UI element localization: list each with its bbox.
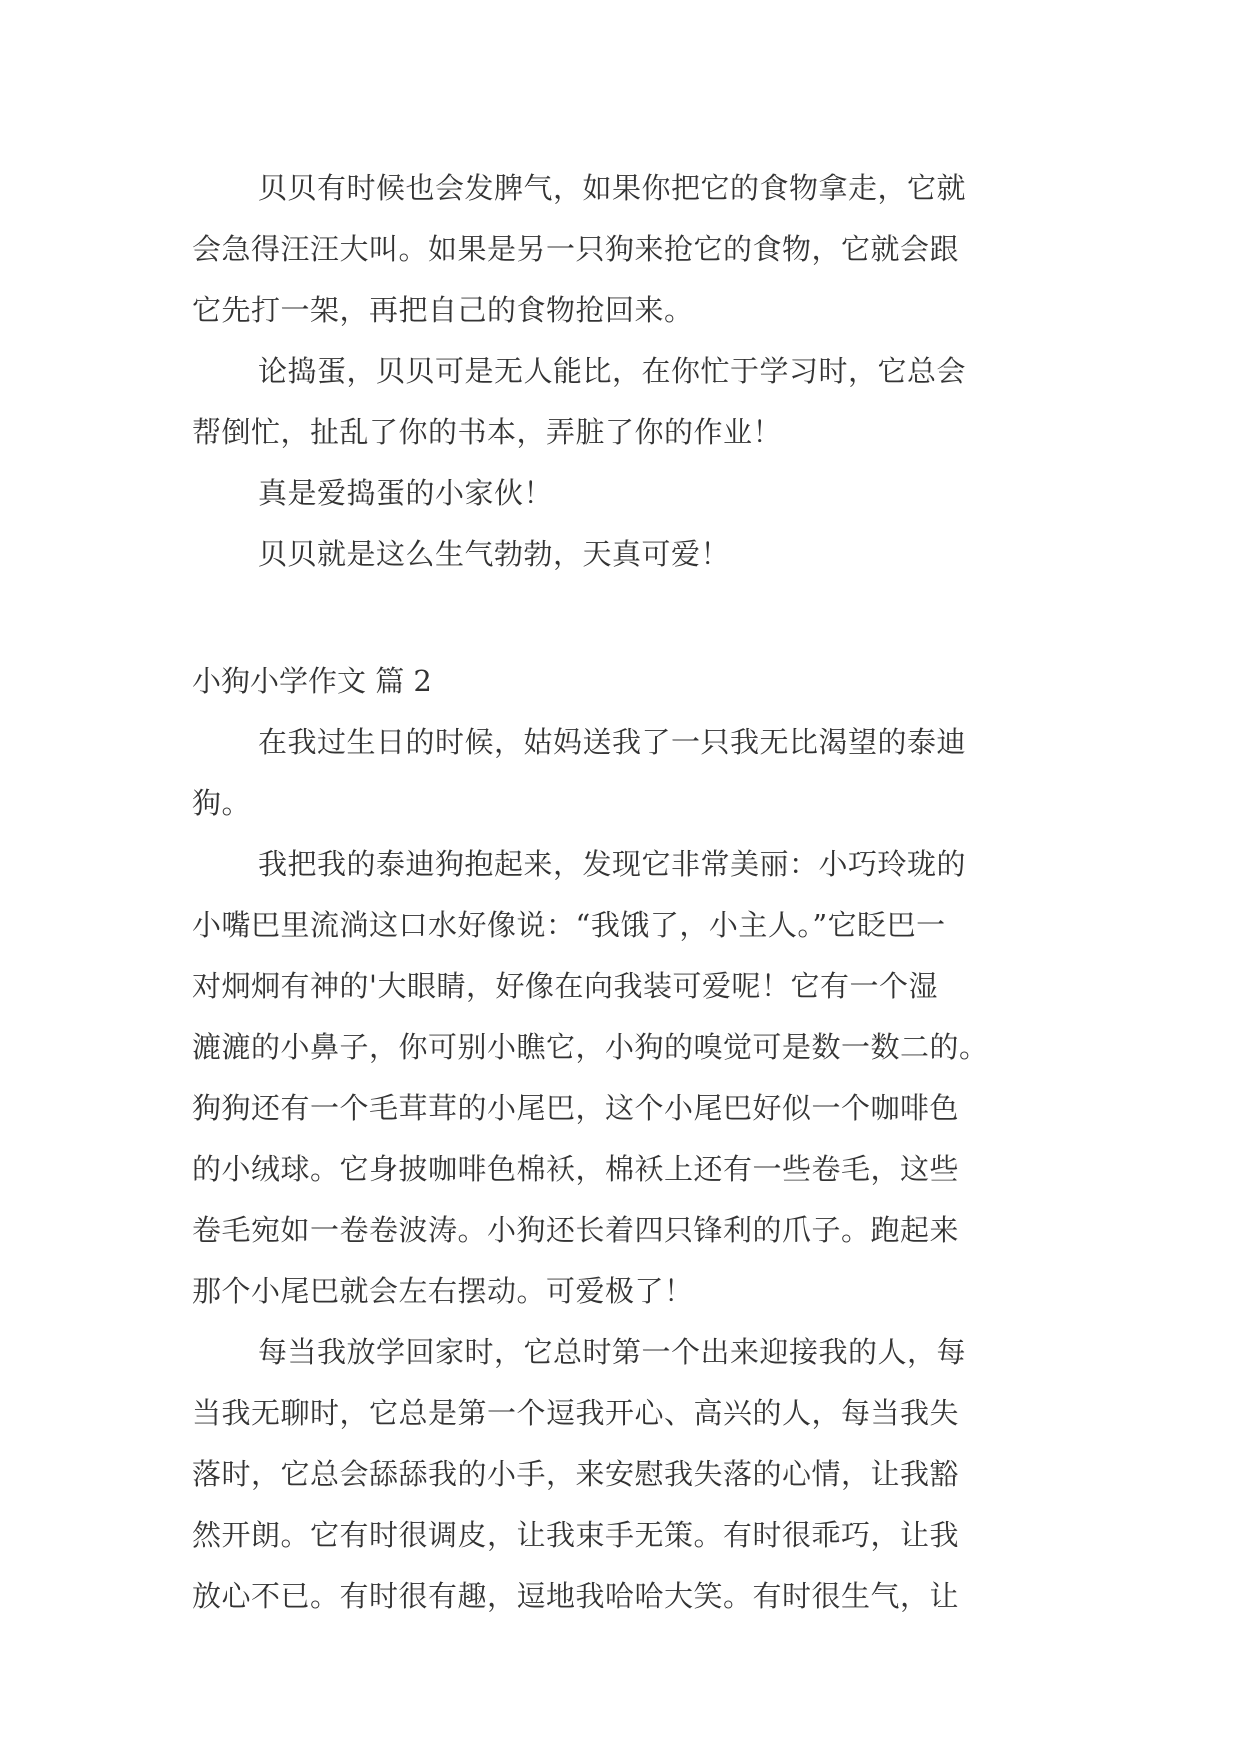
text-line: 那个小尾巴就会左右摆动。可爱极了！ bbox=[192, 1274, 694, 1308]
paragraph bbox=[192, 463, 1050, 524]
text-line: 的小绒球。它身披咖啡色棉袄，棉袄上还有一些卷毛，这些 bbox=[192, 1152, 960, 1186]
text-line: 它先打一架，再把自己的食物抢回来。 bbox=[192, 293, 694, 327]
text-line: 会急得汪汪大叫。如果是另一只狗来抢它的食物，它就会跟 bbox=[192, 232, 960, 266]
text-line: 放心不已。有时很有趣，逗地我哈哈大笑。有时很生气，让 bbox=[192, 1579, 960, 1613]
text-line: 贝贝就是这么生气勃勃，天真可爱！ bbox=[258, 537, 731, 571]
paragraph bbox=[192, 341, 1050, 463]
text-line: 真是爱捣蛋的小家伙！ bbox=[258, 476, 554, 510]
text-line: 小嘴巴里流淌这口水好像说：“我饿了，小主人。”它眨巴一 bbox=[192, 908, 946, 942]
text-line: 卷毛宛如一卷卷波涛。小狗还长着四只锋利的爪子。跑起来 bbox=[192, 1213, 960, 1247]
text-line: 对炯炯有神的'大眼睛，好像在向我装可爱呢！它有一个湿 bbox=[192, 969, 938, 1003]
text-line: 每当我放学回家时，它总时第一个出来迎接我的人，每 bbox=[258, 1335, 967, 1369]
paragraph bbox=[192, 524, 1050, 585]
paragraph bbox=[192, 1322, 1050, 1627]
paragraph bbox=[192, 712, 1050, 834]
paragraph bbox=[192, 834, 1050, 1322]
text-line: 论捣蛋，贝贝可是无人能比，在你忙于学习时，它总会 bbox=[258, 354, 967, 388]
paragraph bbox=[192, 158, 1050, 341]
text-line: 在我过生日的时候，姑妈送我了一只我无比渴望的泰迪 bbox=[258, 725, 967, 759]
section-gap bbox=[192, 585, 1050, 651]
section-heading: 小狗小学作文 篇 2 bbox=[192, 664, 432, 698]
text-line: 贝贝有时候也会发脾气，如果你把它的食物拿走，它就 bbox=[258, 171, 967, 205]
text-line: 狗。 bbox=[192, 786, 252, 820]
document-page bbox=[192, 158, 1050, 1627]
text-line: 我把我的泰迪狗抱起来，发现它非常美丽：小巧玲珑的 bbox=[258, 847, 967, 881]
text-line: 当我无聊时，它总是第一个逗我开心、高兴的人，每当我失 bbox=[192, 1396, 960, 1430]
text-line: 漉漉的小鼻子，你可别小瞧它，小狗的嗅觉可是数一数二的。 bbox=[192, 1030, 989, 1064]
text-line: 然开朗。它有时很调皮，让我束手无策。有时很乖巧，让我 bbox=[192, 1518, 960, 1552]
text-line: 帮倒忙，扯乱了你的书本，弄脏了你的作业！ bbox=[192, 415, 783, 449]
text-line: 狗狗还有一个毛茸茸的小尾巴，这个小尾巴好似一个咖啡色 bbox=[192, 1091, 960, 1125]
text-line: 落时，它总会舔舔我的小手，来安慰我失落的心情，让我豁 bbox=[192, 1457, 960, 1491]
